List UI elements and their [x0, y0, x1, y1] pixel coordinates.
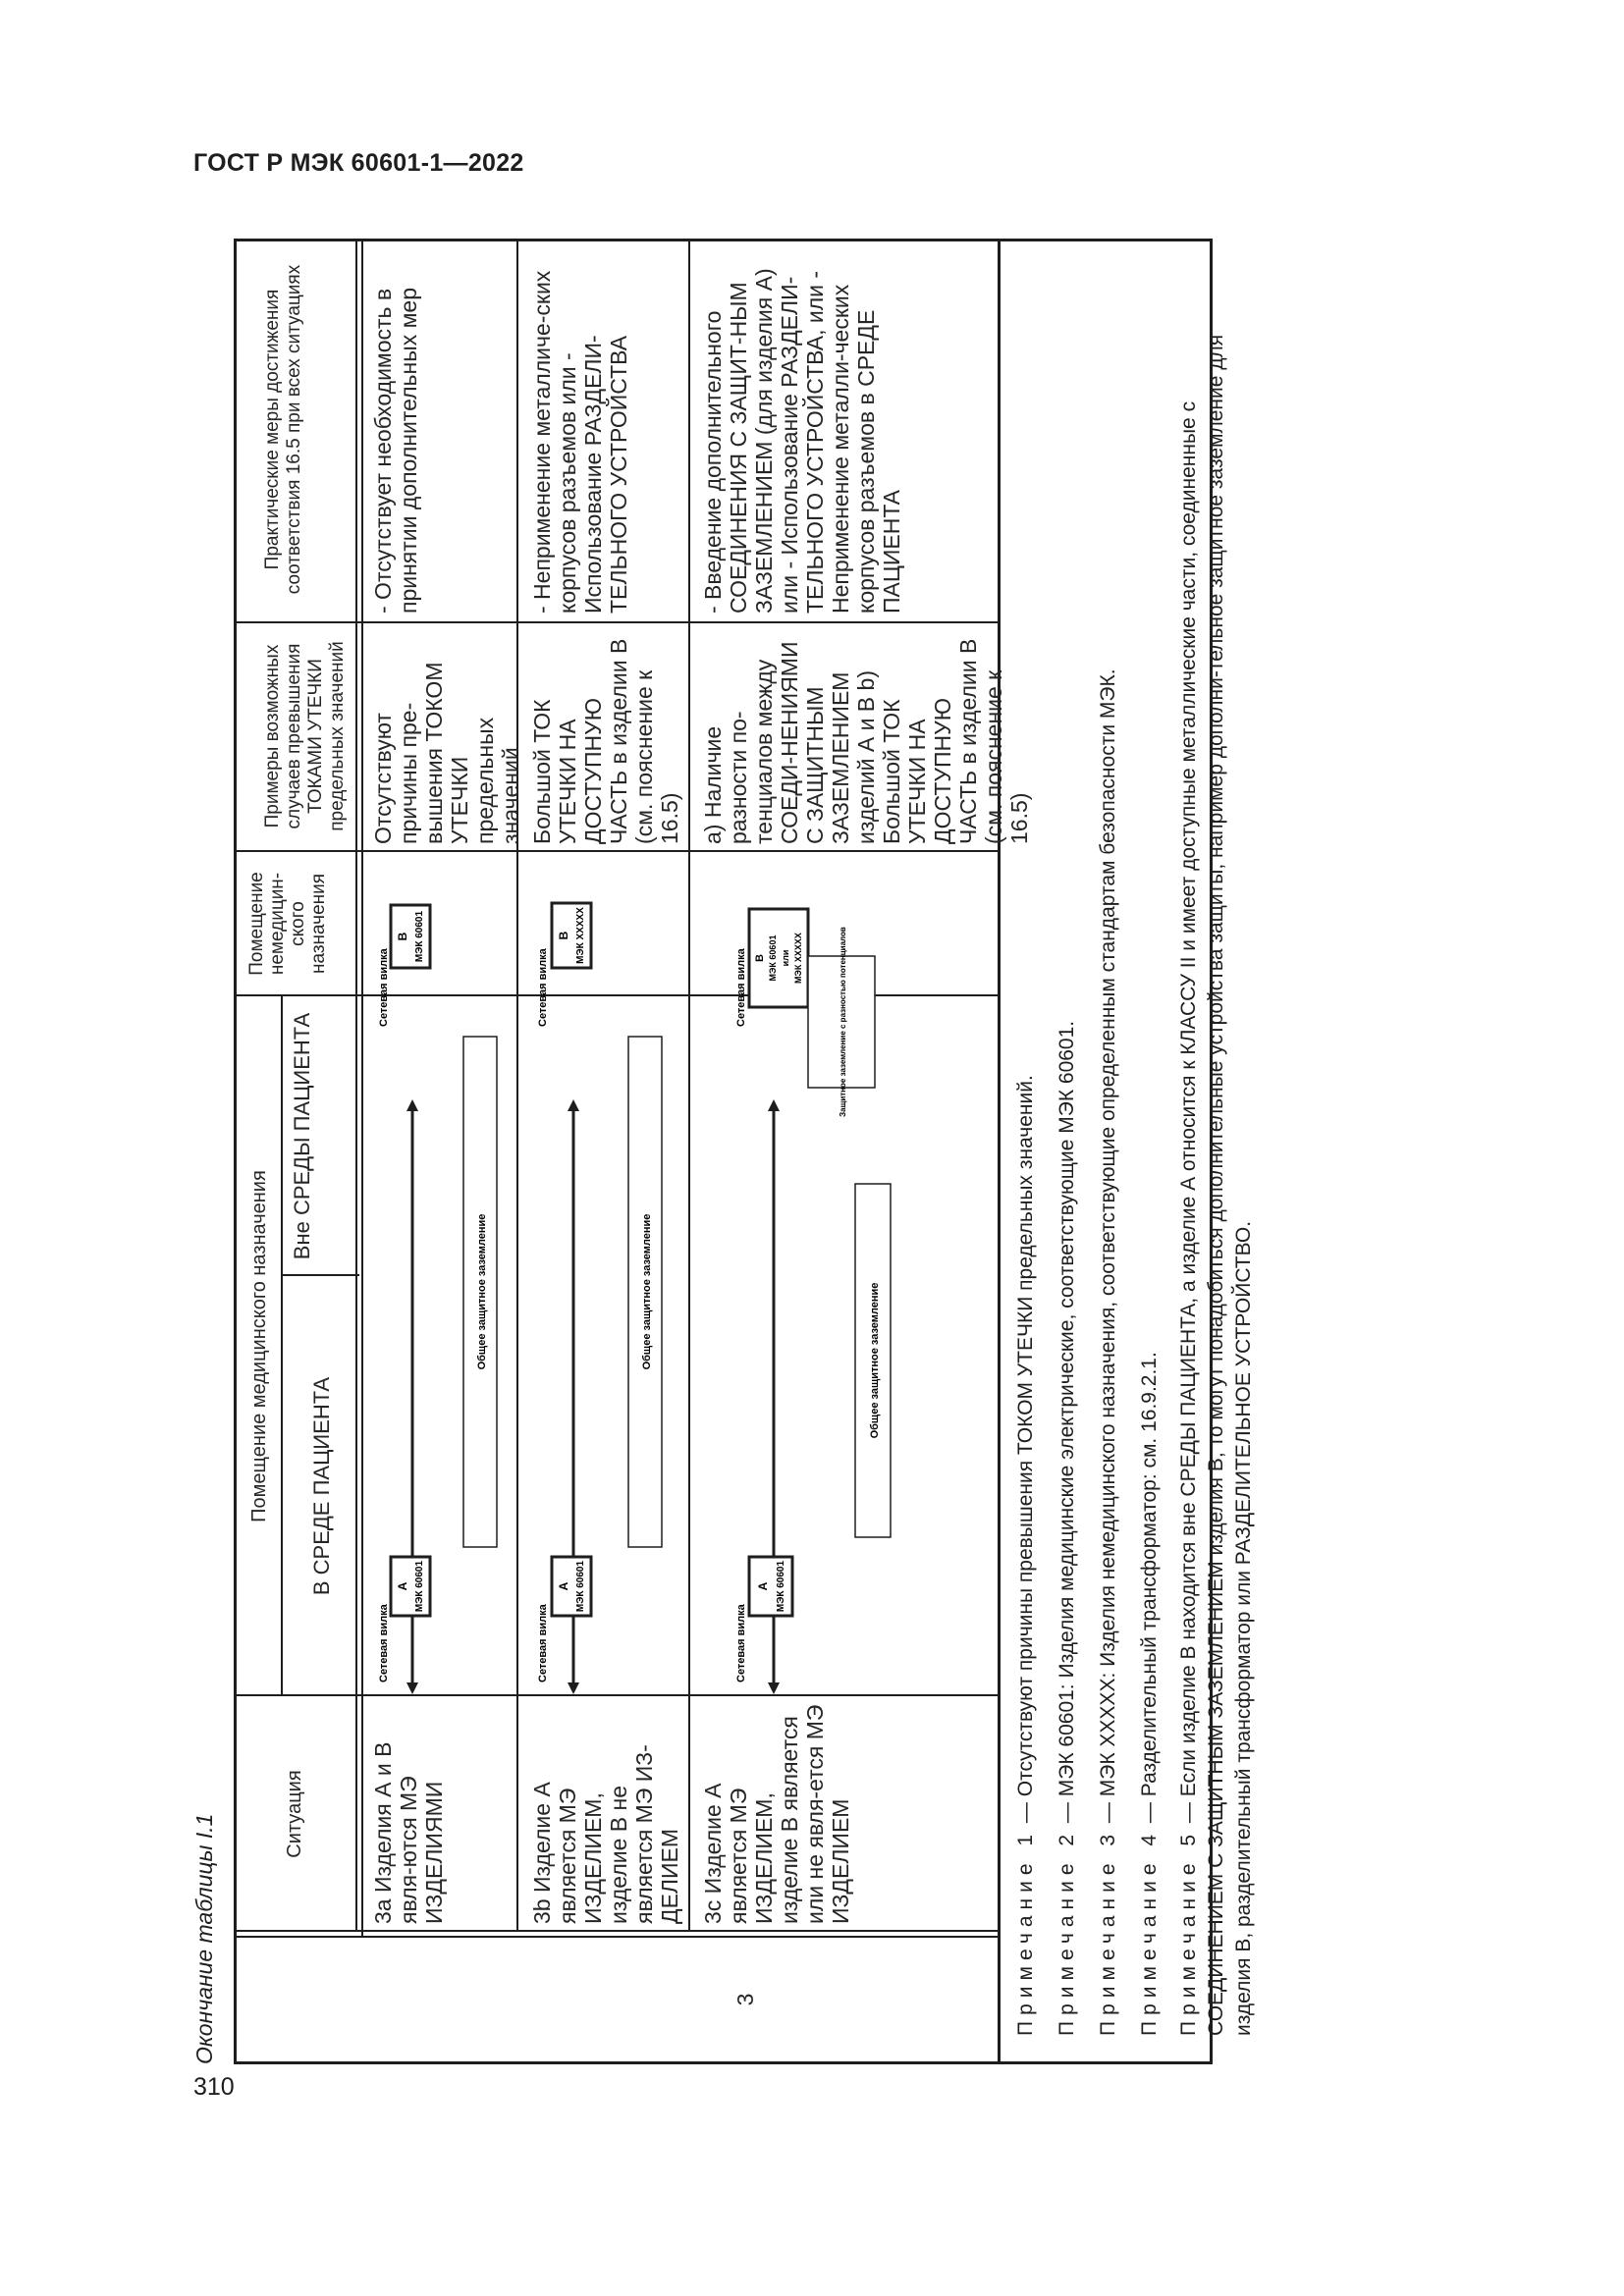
header-non-medical-room: Помещение немедицин-ского назначения	[246, 872, 329, 976]
plug-label-right: Сетевая вилка	[735, 948, 747, 1027]
note-4	[1136, 269, 1164, 2036]
situation-3c: 3c Изделие А является МЭ ИЗДЕЛИЕМ, изделие В является или не явля-ется МЭ ИЗДЕЛИЕМ	[700, 1704, 853, 1924]
plug-label-left: Сетевая вилка	[735, 1604, 747, 1682]
note-3	[1095, 269, 1122, 2036]
ground-label: Общее защитное заземление	[641, 1213, 653, 1370]
header-in-patient-env: В СРЕДЕ ПАЦИЕНТА	[309, 1376, 334, 1596]
continuation-label: Окончание таблицы I.1	[191, 1813, 217, 2064]
rotated-table-page	[150, 239, 1255, 2064]
device-b-or: или	[781, 949, 790, 967]
note-text: — МЭК XXXXX: Изделия немедицинского назначения, соответствующие определенным стандартам безопасности МЭК.	[1097, 668, 1119, 1824]
measures-3c: - Введение дополнительного СОЕДИНЕНИЯ С ЗАЩИТ-НЫМ ЗАЗЕМЛЕНИЕМ (для изделия А) или - Использование РАЗДЕЛИ-ТЕЛЬНОГО УСТРОЙСТВА, или - Неприменение металли-ческих корпусов разъемов в СРЕДЕ ПАЦИЕНТА	[700, 268, 904, 614]
device-b-standard: МЭК 60601	[768, 934, 778, 982]
device-b-name: B	[557, 931, 570, 940]
note-label: Примечание 4	[1138, 1828, 1161, 2036]
group-number: 3	[732, 1993, 758, 2006]
note-label: Примечание 2	[1056, 1828, 1078, 2036]
plug-label-right: Сетевая вилка	[378, 948, 390, 1027]
plug-label-right: Сетевая вилка	[537, 948, 549, 1027]
note-text: — Разделительный трансформатор: см. 16.9.2.1.	[1138, 1352, 1161, 1824]
header-medical-room: Помещение медицинского назначения	[248, 1170, 270, 1522]
ground-b-label: Защитное заземление с разностью потенциалов	[839, 927, 847, 1117]
note-2	[1054, 269, 1081, 2036]
ground-label: Общее защитное заземление	[869, 1282, 881, 1439]
device-b-standard: МЭК XXXXX	[575, 907, 586, 964]
situation-3b: 3b Изделие А является МЭ ИЗДЕЛИЕМ, изделие В не является МЭ ИЗ-ДЕЛИЕМ	[529, 1744, 682, 1924]
measures-3a: - Отсутствует необходимость в принятии дополнительных мер	[370, 287, 421, 614]
note-label: Примечание 5	[1177, 1828, 1200, 2036]
device-a-name: A	[557, 1581, 570, 1591]
device-a-name: A	[396, 1581, 409, 1591]
situation-3a: 3a Изделия А и В явля-ются МЭ ИЗДЕЛИЯМИ	[370, 1741, 447, 1924]
device-b-name: B	[396, 932, 409, 941]
device-a-standard: МЭК 60601	[575, 1560, 586, 1613]
header-situation: Ситуация	[284, 1770, 305, 1858]
diagram-3b	[518, 854, 687, 1694]
device-b-standard-alt: МЭК XXXXX	[793, 933, 803, 984]
diagram-3a	[363, 854, 515, 1694]
header-outside-patient-env: Вне СРЕДЫ ПАЦИЕНТА	[290, 1012, 314, 1260]
ground-label: Общее защитное заземление	[476, 1213, 488, 1370]
note-label: Примечание 3	[1097, 1828, 1119, 2036]
diagram-3c	[690, 854, 995, 1694]
note-1	[1012, 269, 1040, 2036]
notes-section	[1001, 239, 1255, 2064]
note-label: Примечание 1	[1014, 1828, 1037, 2036]
plug-label-left: Сетевая вилка	[537, 1604, 549, 1682]
measures-3b: - Неприменение металличе-ских корпусов разъемов или - Использование РАЗДЕЛИ-ТЕЛЬНОГО УСТРОЙСТВА	[529, 270, 631, 614]
note-5	[1175, 269, 1258, 2036]
note-text: — Если изделие В находится вне СРЕДЫ ПАЦИЕНТА, а изделие А относится к КЛАССУ II и имеет доступные металлические части, соединенные с СОЕДИНЕНИЕМ С ЗАЩИТНЫМ ЗАЗЕМЛЕНИЕМ изделия В, то могут понадобиться дополнительные устройства защиты, например дополни-тельное защитное заземление для изделия В, разделительный трансформатор или РАЗДЕЛИТЕЛЬНОЕ УСТРОЙСТВО.	[1177, 334, 1255, 2036]
device-a-name: A	[756, 1581, 770, 1591]
header-measures: Практические меры достижения соответствия 16.5 при всех ситуациях	[262, 264, 304, 595]
page-header: ГОСТ Р МЭК 60601-1—2022	[193, 149, 524, 177]
example-3a: Отсутствуют причины пре-вышения ТОКОМ УТЕЧКИ предельных значений	[370, 662, 523, 844]
note-text: — МЭК 60601: Изделия медицинские электрические, соответствующие МЭК 60601.	[1056, 1020, 1078, 1824]
example-3b: Большой ТОК УТЕЧКИ НА ДОСТУПНУЮ ЧАСТЬ в изделии В (см. пояснение к 16.5)	[529, 638, 682, 844]
header-examples: Примеры возможных случаев превышения ТОКАМИ УТЕЧКИ предельных значений	[262, 641, 348, 831]
note-text: — Отсутствуют причины превышения ТОКОМ УТЕЧКИ предельных значений.	[1014, 1075, 1037, 1824]
device-a-standard: МЭК 60601	[414, 1560, 425, 1613]
device-a-standard: МЭК 60601	[776, 1560, 786, 1613]
plug-label-left: Сетевая вилка	[378, 1604, 390, 1682]
page-number: 310	[193, 2073, 235, 2101]
device-b-name: B	[754, 954, 766, 962]
example-3c: a) Наличие разности по-тенциалов между СОЕДИ-НЕНИЯМИ С ЗАЩИТНЫМ ЗАЗЕМЛЕНИЕМ изделий А и В b) Большой ТОК УТЕЧКИ НА ДОСТУПНУЮ ЧАСТЬ в изделии В (см. пояснение к 16.5)	[700, 638, 1032, 844]
device-b-standard: МЭК 60601	[414, 910, 425, 963]
